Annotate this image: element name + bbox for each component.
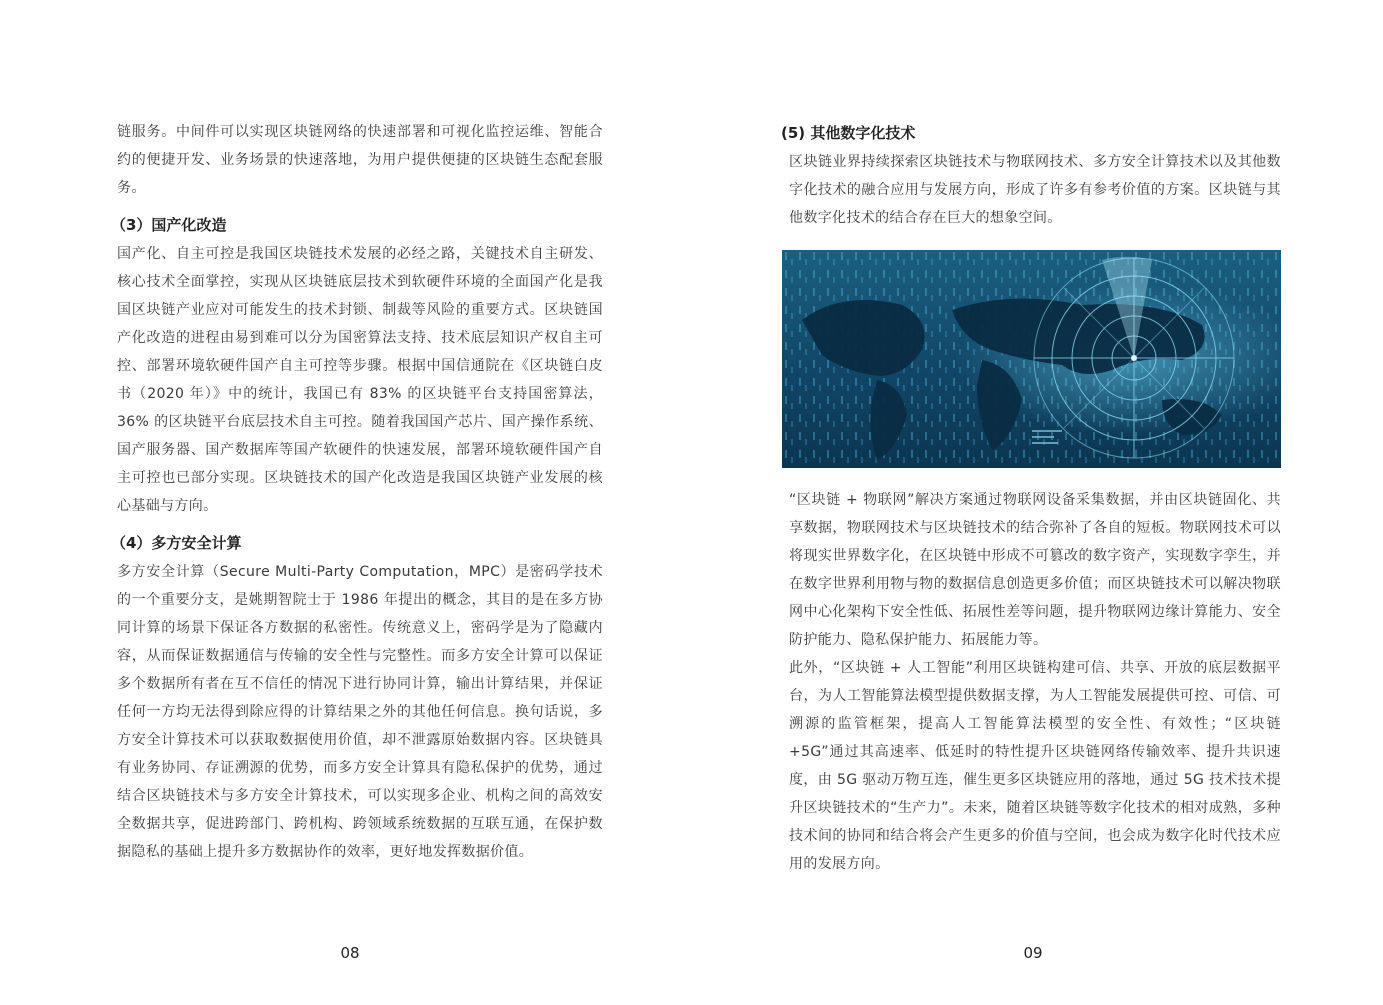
section-5-heading: (5) 其他数字化技术 (781, 124, 916, 142)
section-3-paragraph: 国产化、自主可控是我国区块链技术发展的必经之路，关键技术自主研发、核心技术全面掌控，实现从区块链底层技术到软硬件环境的全面国产化是我国区块链产业应对可能发生的技术封锁、制裁等风险的重要方式。区块链国产化改造的进程由易到难可以分为国密算法支持、技术底层知识产权自主可控、部署环境软硬件国产自主可控等步骤。根据中国信通院在《区块链白皮书（2020 年）》中的统计，我国已有 83% 的区块链平台支持国密算法，36% 的区块链平台底层技术自主可控。随着我国国产芯片、国产操作系统、国产服务器、国产数据库等国产软硬件的快速发展，部署环境软硬件国产自主可控也已部分实现。区块链技术的国产化改造是我国区块链产业发展的核心基础与方向。 (117, 246, 603, 514)
left-page (0, 0, 691, 1005)
section-5-paragraph: 区块链业界持续探索区块链技术与物联网技术、多方安全计算技术以及其他数字化技术的融合应用与发展方向，形成了许多有参考价值的方案。区块链与其他数字化技术的结合存在巨大的想象空间。 (789, 154, 1281, 226)
right-column-bottom (789, 486, 1281, 878)
section-3-heading: （3）国产化改造 (111, 216, 227, 234)
right-page (692, 0, 1383, 1005)
section-4-paragraph: 多方安全计算（Secure Multi-Party Computation，MPC）是密码学技术的一个重要分支，是姚期智院士于 1986 年提出的概念，其目的是在多方协同计算的场景下保证各方数据的私密性。传统意义上，密码学是为了隐藏内容，从而保证数据通信与传输的安全性与完整性。而多方安全计算可以保证多个数据所有者在互不信任的情况下进行协同计算，输出计算结果，并保证任何一方均无法得到除应得的计算结果之外的其他任何信息。换句话说，多方安全计算技术可以获取数据使用价值，却不泄露原始数据内容。区块链具有业务协同、存证溯源的优势，而多方安全计算具有隐私保护的优势，通过结合区块链技术与多方安全计算技术，可以实现多企业、机构之间的高效安全数据共享，促进跨部门、跨机构、跨领域系统数据的互联互通，在保护数据隐私的基础上提升多方数据协作的效率，更好地发挥数据价值。 (117, 564, 603, 860)
intro-paragraph: 链服务。中间件可以实现区块链网络的快速部署和可视化监控运维、智能合约的便捷开发、业务场景的快速落地，为用户提供便捷的区块链生态配套服务。 (117, 124, 603, 196)
world-map-radar-illustration (782, 250, 1281, 468)
right-column-top (781, 118, 1281, 232)
iot-paragraph: “区块链 + 物联网”解决方案通过物联网设备采集数据，并由区块链固化、共享数据，物联网技术与区块链技术的结合弥补了各自的短板。物联网技术可以将现实世界数字化，在区块链中形成不可篡改的数字资产，实现数字孪生，并在数字世界利用物与物的数据信息创造更多价值；而区块链技术可以解决物联网中心化架构下安全性低、拓展性差等问题，提升物联网边缘计算能力、安全防护能力、隐私保护能力、拓展能力等。 (789, 492, 1281, 648)
page-number-right: 09 (1023, 944, 1043, 962)
left-column (111, 118, 603, 866)
page-number-left: 08 (340, 944, 360, 962)
section-4-heading: （4）多方安全计算 (111, 534, 242, 552)
ai-paragraph: 此外，“区块链 + 人工智能”利用区块链构建可信、共享、开放的底层数据平台，为人工智能算法模型提供数据支撑，为人工智能发展提供可控、可信、可溯源的监管框架，提高人工智能算法模型的安全性、有效性；“区块链 +5G”通过其高速率、低延时的特性提升区块链网络传输效率、提升共识速度，由 5G 驱动万物互连，催生更多区块链应用的落地，通过 5G 技术技术提升区块链技术的“生产力”。未来，随着区块链等数字化技术的相对成熟，多种技术间的协同和结合将会产生更多的价值与空间，也会成为数字化时代技术应用的发展方向。 (789, 660, 1281, 872)
